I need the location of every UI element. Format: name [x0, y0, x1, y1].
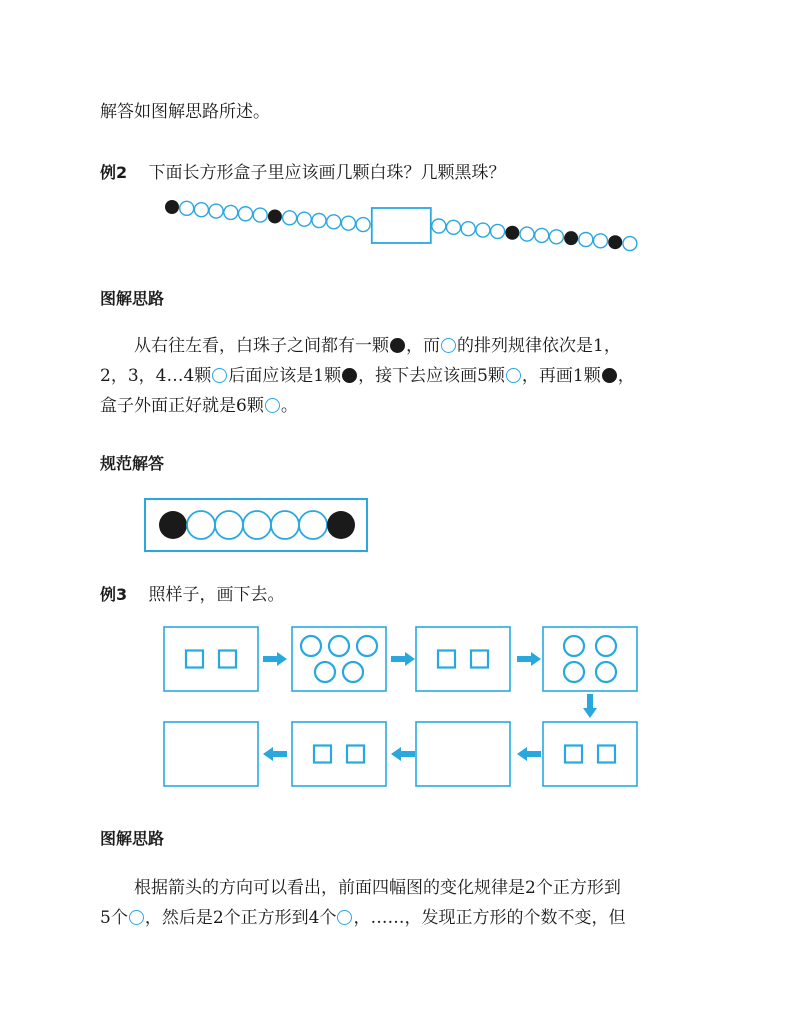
pattern-frame — [416, 722, 510, 786]
analysis3-text-1: 根据箭头的方向可以看出，前面四幅图的变化规律是2个正方形到 — [134, 878, 621, 898]
example3-text: 照样子，画下去。 — [148, 585, 285, 605]
pattern-frame — [164, 722, 258, 786]
analysis3-heading: 图解思路 — [100, 829, 165, 848]
example2-label: 例2 — [100, 163, 128, 182]
answer2-heading: 规范解答 — [100, 454, 165, 473]
analysis2-text-3: 的排列规律依次是1， — [457, 336, 621, 356]
pattern-frame — [416, 627, 510, 691]
analysis2-text-7: ，再画1颗 — [521, 366, 601, 386]
white-circle-icon — [129, 910, 144, 925]
analysis3-text-2: 5个 — [100, 908, 128, 928]
analysis2-text-5: 后面应该是1颗 — [228, 366, 342, 386]
analysis2-text-6: ，接下去应该画5颗 — [358, 366, 505, 386]
arrow-left-icon — [391, 747, 415, 761]
arrow-right-icon — [391, 652, 415, 666]
analysis3-text-3: ，然后是2个正方形到4个 — [144, 908, 337, 928]
analysis2-text-8: ， — [617, 366, 635, 386]
white-circle-icon — [337, 910, 352, 925]
pattern-frame — [164, 627, 258, 691]
analysis2-text-1: 从右往左看，白珠子之间都有一颗 — [134, 336, 389, 356]
example2-text: 下面长方形盒子里应该画几颗白珠？几颗黑珠？ — [148, 163, 506, 183]
arrow-left-icon — [517, 747, 541, 761]
arrow-left-icon — [263, 747, 287, 761]
analysis2-text-10: 。 — [280, 396, 298, 416]
pattern-frame — [292, 722, 386, 786]
arrow-right-icon — [263, 652, 287, 666]
example3-label: 例3 — [100, 585, 128, 604]
pattern-frame — [543, 722, 637, 786]
intro-line: 解答如图解思路所述。 — [100, 102, 270, 122]
analysis2-heading: 图解思路 — [100, 289, 165, 308]
analysis2-text-4: 2，3，4…4颗 — [100, 366, 212, 386]
analysis2-text-9: 盒子外面正好就是6颗 — [100, 396, 264, 416]
analysis3-text-4: ，……，发现正方形的个数不变，但 — [353, 908, 626, 928]
analysis2-text-2: ，而 — [406, 336, 440, 356]
pattern-frame — [543, 627, 637, 691]
arrow-down-icon — [583, 694, 597, 718]
analysis3-paragraph — [100, 873, 700, 933]
arrow-right-icon — [517, 652, 541, 666]
